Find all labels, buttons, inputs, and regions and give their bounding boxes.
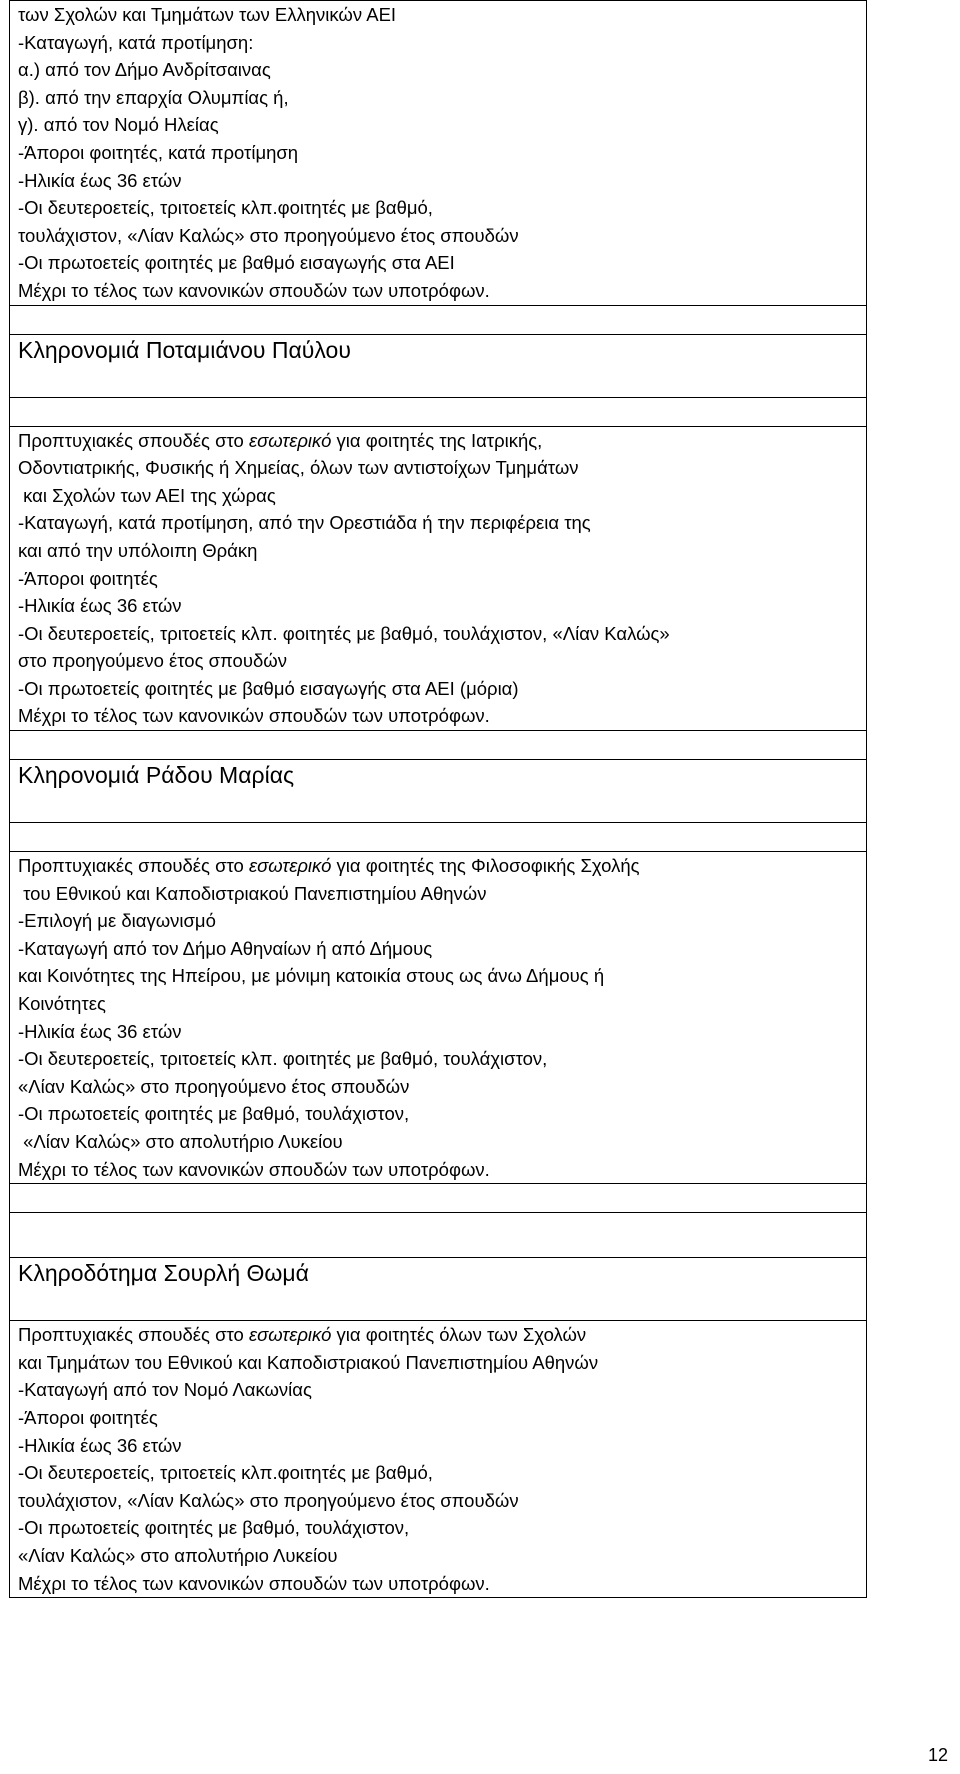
text-line: Μέχρι το τέλος των κανονικών σπουδών των υποτρόφων. [18,1572,490,1594]
text-line: του Εθνικού και Καποδιστριακού Πανεπιστημίου Αθηνών [18,882,487,904]
section-title-sourli: Κληροδότημα Σουρλή Θωμά [18,1260,309,1287]
text-line: και Τμημάτων του Εθνικού και Καποδιστριακού Πανεπιστημίου Αθηνών [18,1351,599,1373]
table-row [10,426,867,731]
section-potamianou-body [10,426,867,731]
spacer-row [10,305,867,334]
table-row [10,1321,867,1598]
intro-line: Προπτυχιακές σπουδές στο εσωτερικό για φοιτητές όλων των Σχολών [18,1324,587,1346]
intro-line: Προπτυχιακές σπουδές στο εσωτερικό για φοιτητές της Ιατρικής, [18,429,543,451]
text-line: -Οι δευτεροετείς, τριτοετείς κλπ.φοιτητές με βαθμό, [18,1462,433,1484]
scholarship-table [9,0,867,1598]
section-title-potamianou: Κληρονομιά Ποταμιάνου Παύλου [18,336,351,363]
text-line: -Οι πρωτοετείς φοιτητές με βαθμό εισαγωγής στα ΑΕΙ [18,252,455,274]
text-line: -Καταγωγή, κατά προτίμηση: [18,31,254,53]
text-line: και Κοινότητες της Ηπείρου, με μόνιμη κατοικία στους ως άνω Δήμους ή [18,965,605,987]
text-line: -Ηλικία έως 36 ετών [18,595,182,617]
section-header [10,334,867,397]
section-header [10,1258,867,1321]
table-row [10,1258,867,1321]
text-line: και Σχολών των ΑΕΙ της χώρας [18,484,276,506]
text-line: -Οι δευτεροετείς, τριτοετείς κλπ. φοιτητές με βαθμό, τουλάχιστον, «Λίαν Καλώς» [18,622,670,644]
table-row [10,852,867,1184]
text-line: -Επιλογή με διαγωνισμό [18,910,216,932]
section-title-radou: Κληρονομιά Ράδου Μαρίας [18,762,295,789]
text-line: «Λίαν Καλώς» στο προηγούμενο έτος σπουδών [18,1075,410,1097]
spacer-row [10,1213,867,1258]
text-line: -Ηλικία έως 36 ετών [18,169,182,191]
spacer-row [10,731,867,760]
text-line: και από την υπόλοιπη Θράκη [18,539,258,561]
text-line: -Οι δευτεροετείς, τριτοετείς κλπ. φοιτητές με βαθμό, τουλάχιστον, [18,1048,548,1070]
text-line: β). από την επαρχία Ολυμπίας ή, [18,86,289,108]
spacer-row [10,823,867,852]
table-row [10,760,867,823]
table-row [10,334,867,397]
text-line: Μέχρι το τέλος των κανονικών σπουδών των υποτρόφων. [18,279,490,301]
text-line: -Άποροι φοιτητές [18,1406,158,1428]
section-cont-body [10,1,867,306]
text-line: Μέχρι το τέλος των κανονικών σπουδών των υποτρόφων. [18,705,490,727]
text-line: στο προηγούμενο έτος σπουδών [18,650,287,672]
text-line: τουλάχιστον, «Λίαν Καλώς» στο προηγούμενο έτος σπουδών [18,1489,519,1511]
section-header [10,760,867,823]
text-line: Οδοντιατρικής, Φυσικής ή Χημείας, όλων των αντιστοίχων Τμημάτων [18,457,579,479]
text-line: -Ηλικία έως 36 ετών [18,1020,182,1042]
spacer-row [10,1184,867,1213]
table-row [10,1,867,306]
text-line: -Οι πρωτοετείς φοιτητές με βαθμό εισαγωγής στα ΑΕΙ (μόρια) [18,677,519,699]
spacer-row [10,397,867,426]
text-line: των Σχολών και Τμημάτων των Ελληνικών ΑΕΙ [18,4,397,25]
text-line: Κοινότητες [18,993,106,1015]
section-radou-body [10,852,867,1184]
text-line: -Καταγωγή, κατά προτίμηση, από την Ορεστιάδα ή την περιφέρεια της [18,512,591,534]
text-line: τουλάχιστον, «Λίαν Καλώς» στο προηγούμενο έτος σπουδών [18,224,519,246]
text-line: -Καταγωγή από τον Νομό Λακωνίας [18,1379,312,1401]
text-line: γ). από τον Νομό Ηλείας [18,114,219,136]
text-line: -Ηλικία έως 36 ετών [18,1434,182,1456]
text-line: -Οι πρωτοετείς φοιτητές με βαθμό, τουλάχιστον, [18,1103,410,1125]
section-sourli-body [10,1321,867,1598]
page-number: 12 [927,1745,948,1765]
text-line: -Άποροι φοιτητές, κατά προτίμηση [18,141,299,163]
text-line: Μέχρι το τέλος των κανονικών σπουδών των υποτρόφων. [18,1158,490,1180]
document-page [9,0,867,1598]
text-line: -Οι πρωτοετείς φοιτητές με βαθμό, τουλάχιστον, [18,1517,410,1539]
text-line: «Λίαν Καλώς» στο απολυτήριο Λυκείου [18,1131,343,1152]
intro-line: Προπτυχιακές σπουδές στο εσωτερικό για φοιτητές της Φιλοσοφικής Σχολής [18,855,640,877]
text-line: «Λίαν Καλώς» στο απολυτήριο Λυκείου [18,1544,338,1566]
text-line: -Καταγωγή από τον Δήμο Αθηναίων ή από Δήμους [18,937,433,959]
text-line: α.) από τον Δήμο Ανδρίτσαινας [18,59,271,81]
text-line: -Οι δευτεροετείς, τριτοετείς κλπ.φοιτητές με βαθμό, [18,197,433,219]
text-line: -Άποροι φοιτητές [18,567,158,589]
